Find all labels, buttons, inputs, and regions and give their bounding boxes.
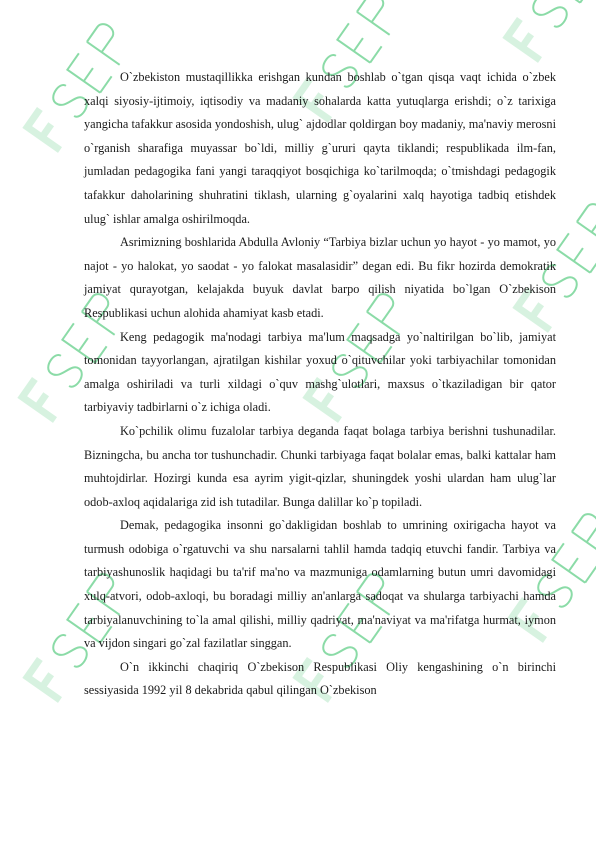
paragraph-5: Demak, pedagogika insonni go`dakligidan boshlab to umrining oxirigacha hayot va turmush odobiga o`rgatuvchi va shu narsalarni tahlil hamda tadqiq etuvchi fandir. Tarbiya va tarbiyashunoslik haqidagi bu ta'rif ma'no va mazmuniga odamlarning butun umri davomidagi xulq-atvori, odob-axloqi, bu boradagi milliy an'anlarga sadoqat va shularga tarbiyachi hamda tarbiyalanuvchining to`la amal qilishi, milliy qadriyat, ma'naviyat va ma'rifatga hurmat, iymon va vijdon singari go`zal fazilatlar singgan.	[84, 518, 556, 651]
watermark-mark	[507, 0, 596, 60]
paragraph-3: Keng pedagogik ma'nodagi tarbiya ma'lum maqsadga yo`naltirilgan bo`lib, jamiyat tomonidan tayyorlangan, ajratilgan kishilar yoxud o`qituvchilar yoki tarbiyachilar tomonidan amalga oshiriladi va turli xildagi o`quv mashg`ulotlari, maxsus o`tkaziladigan bir qator tarbiyaviy tadbirlarni o`z ichiga oladi.	[84, 329, 556, 415]
paragraph-1: O`zbekiston mustaqillikka erishgan kundan boshlab o`tgan qisqa vaqt ichida o`zbek xalqi siyosiy-ijtimoiy, iqtisodiy va madaniy sohalarda katta yutuqlarga erishdi; o`z tarixiga yangicha tafakkur asosida yondoshish, ulug` ajdodlar qoldirgan boy madaniy, ma'naviy merosni o`rganish sharafiga muyassar bo`ldi, milliy g`ururi qayta tiklandi; respublikada ilm-fan, jumladan pedagogika fani yangi taraqqiyot bosqichiga ko`tarilmoqda; o`tmishdagi pedagogik tafakkur daholarining shuhratini tiklash, ularning g`oyalarini xalq hayotiga tadbiq etishdek ulug` ishlar amalga oshirilmoqda.	[84, 70, 556, 226]
paragraph-6: O`n ikkinchi chaqiriq O`zbekison Respublikasi Oliy kengashining o`n birinchi sessiyasida 1992 yil 8 dekabrida qabul qilingan O`zbekison	[84, 659, 556, 698]
paragraph-4: Ko`pchilik olimu fuzalolar tarbiya deganda faqat bolaga tarbiya berishni tushunadilar. Bizningcha, bu ancha tor tushunchadir. Chunki tarbiyaga faqat bolalar emas, balki kattalar ham muhtojdirlar. Hozirgi kunda esa ayrim yigit-qizlar, shuningdek yoshi ulardan ham ulug`lar odob-axloq aqidalariga zid ish tutadilar. Bunga dalillar ko`p topiladi.	[84, 423, 556, 509]
document-body	[84, 66, 556, 703]
paragraph-2: Asrimizning boshlarida Abdulla Avloniy “Tarbiya bizlar uchun yo hayot - yo mamot, yo najot - yo halokat, yo saodat - yo falokat masalasidir” degan edi. Bu fikr hozirda demokratik jamiyat qurayotgan, kelajakda buyuk davlat barpo qilish niyatida bo`lgan O`zbekison Respublikasi uchun alohida ahamiyat kasb etadi.	[84, 235, 556, 320]
